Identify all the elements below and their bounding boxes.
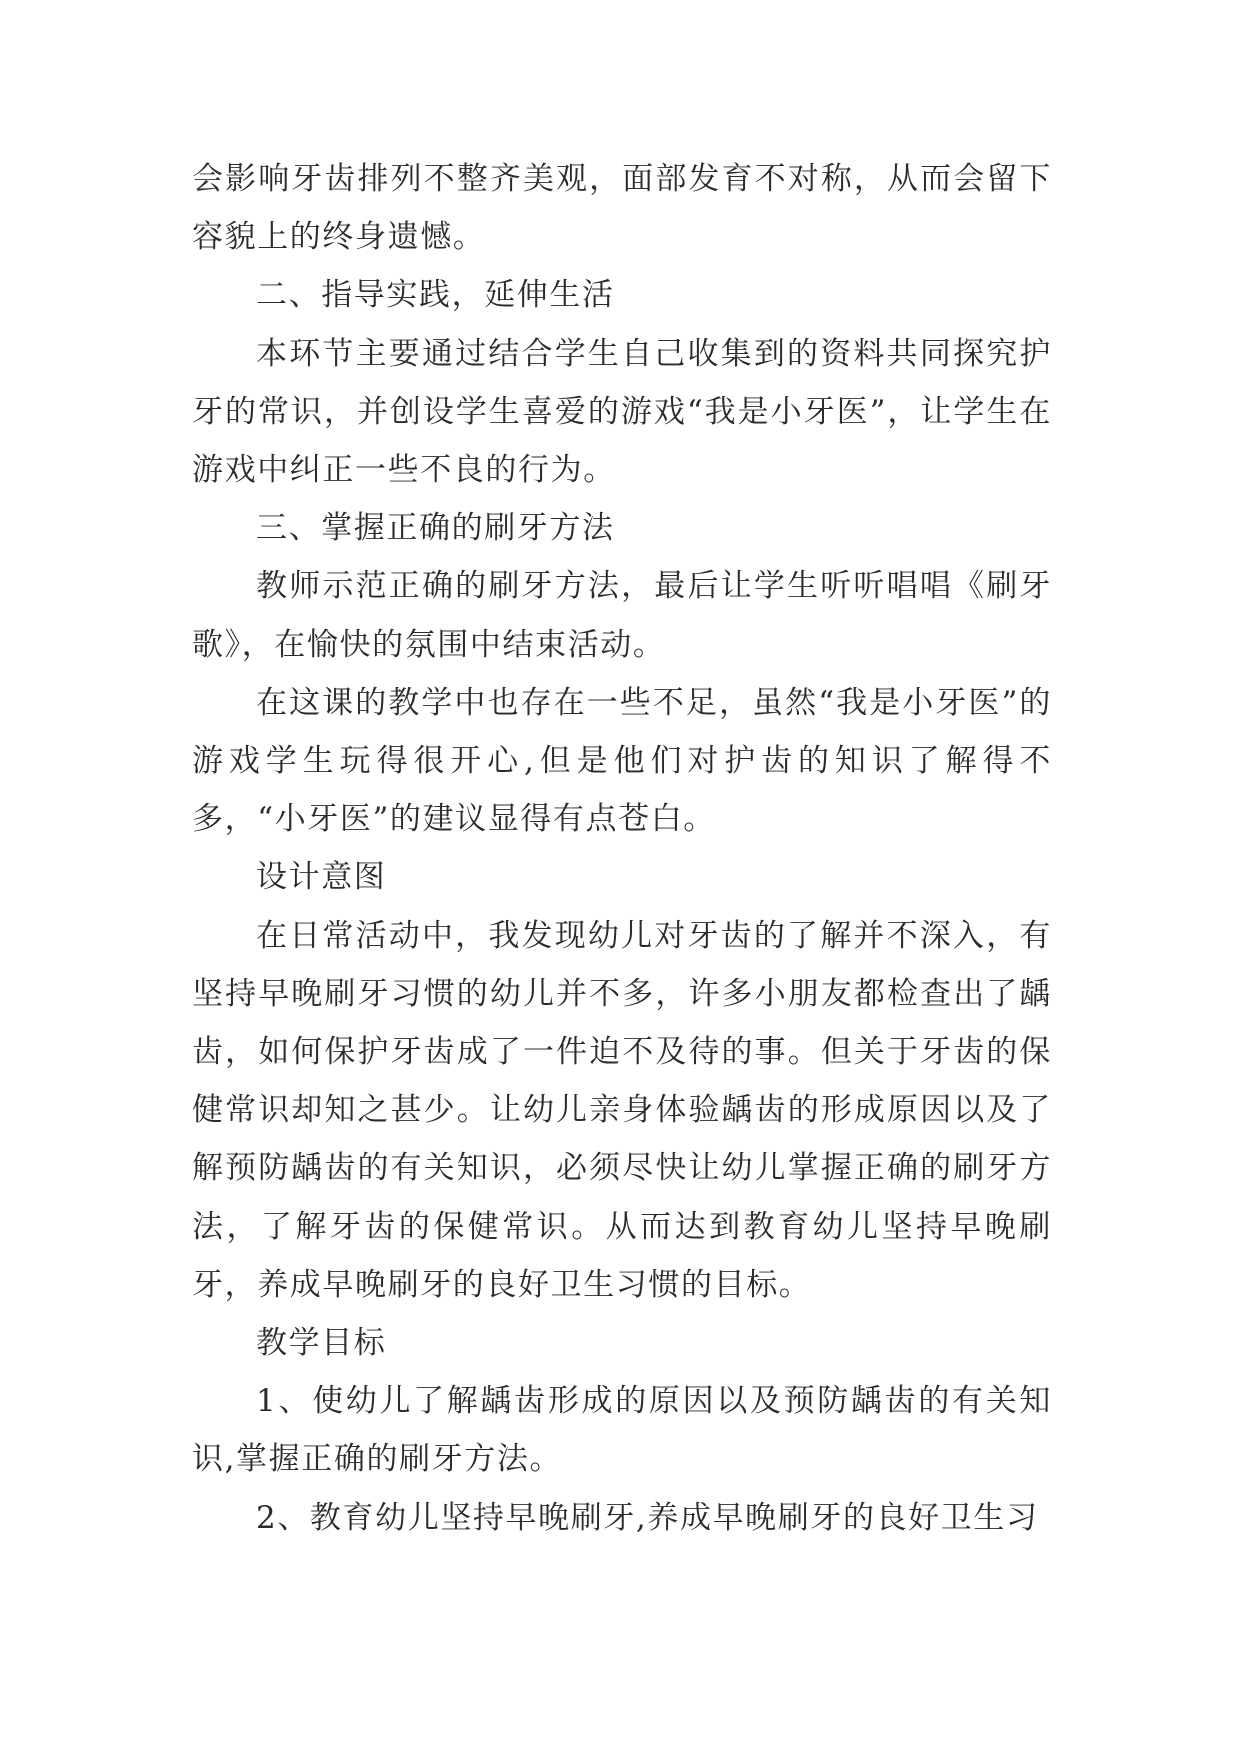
paragraph-6: 在这课的教学中也存在一些不足，虽然“我是小牙医”的游戏学生玩得很开心,但是他们对护齿的知识了解得不多，“小牙医”的建议显得有点苍白。 <box>192 684 1052 838</box>
section-heading-2: 二、指导实践，延伸生活 <box>256 277 615 314</box>
goal-item-2: 2、教育幼儿坚持早晚刷牙,养成早晚刷牙的良好卫生习 <box>256 1499 1039 1536</box>
heading-teaching-goals: 教学目标 <box>256 1325 387 1362</box>
paragraph-3: 本环节主要通过结合学生自己收集到的资料共同探究护牙的常识，并创设学生喜爱的游戏“我是小牙医”，让学生在游戏中纠正一些不良的行为。 <box>192 335 1052 489</box>
heading-design-intent: 设计意图 <box>256 859 387 896</box>
section-heading-3: 三、掌握正确的刷牙方法 <box>256 510 615 547</box>
document-body <box>192 150 1052 1547</box>
paragraph-5: 教师示范正确的刷牙方法，最后让学生听听唱唱《刷牙歌》，在愉快的氛围中结束活动。 <box>192 568 1052 663</box>
paragraph-1: 会影响牙齿排列不整齐美观，面部发育不对称，从而会留下容貌上的终身遗憾。 <box>192 161 1052 256</box>
goal-item-1: 1、使幼儿了解龋齿形成的原因以及预防龋齿的有关知识,掌握正确的刷牙方法。 <box>192 1383 1052 1478</box>
paragraph-design-intent: 在日常活动中，我发现幼儿对牙齿的了解并不深入，有坚持早晚刷牙习惯的幼儿并不多，许多小朋友都检查出了龋齿，如何保护牙齿成了一件迫不及待的事。但关于牙齿的保健常识却知之甚少。让幼儿亲身体验龋齿的形成原因以及了解预防龋齿的有关知识，必须尽快让幼儿掌握正确的刷牙方法，了解牙齿的保健常识。从而达到教育幼儿坚持早晚刷牙，养成早晚刷牙的良好卫生习惯的目标。 <box>192 917 1052 1303</box>
